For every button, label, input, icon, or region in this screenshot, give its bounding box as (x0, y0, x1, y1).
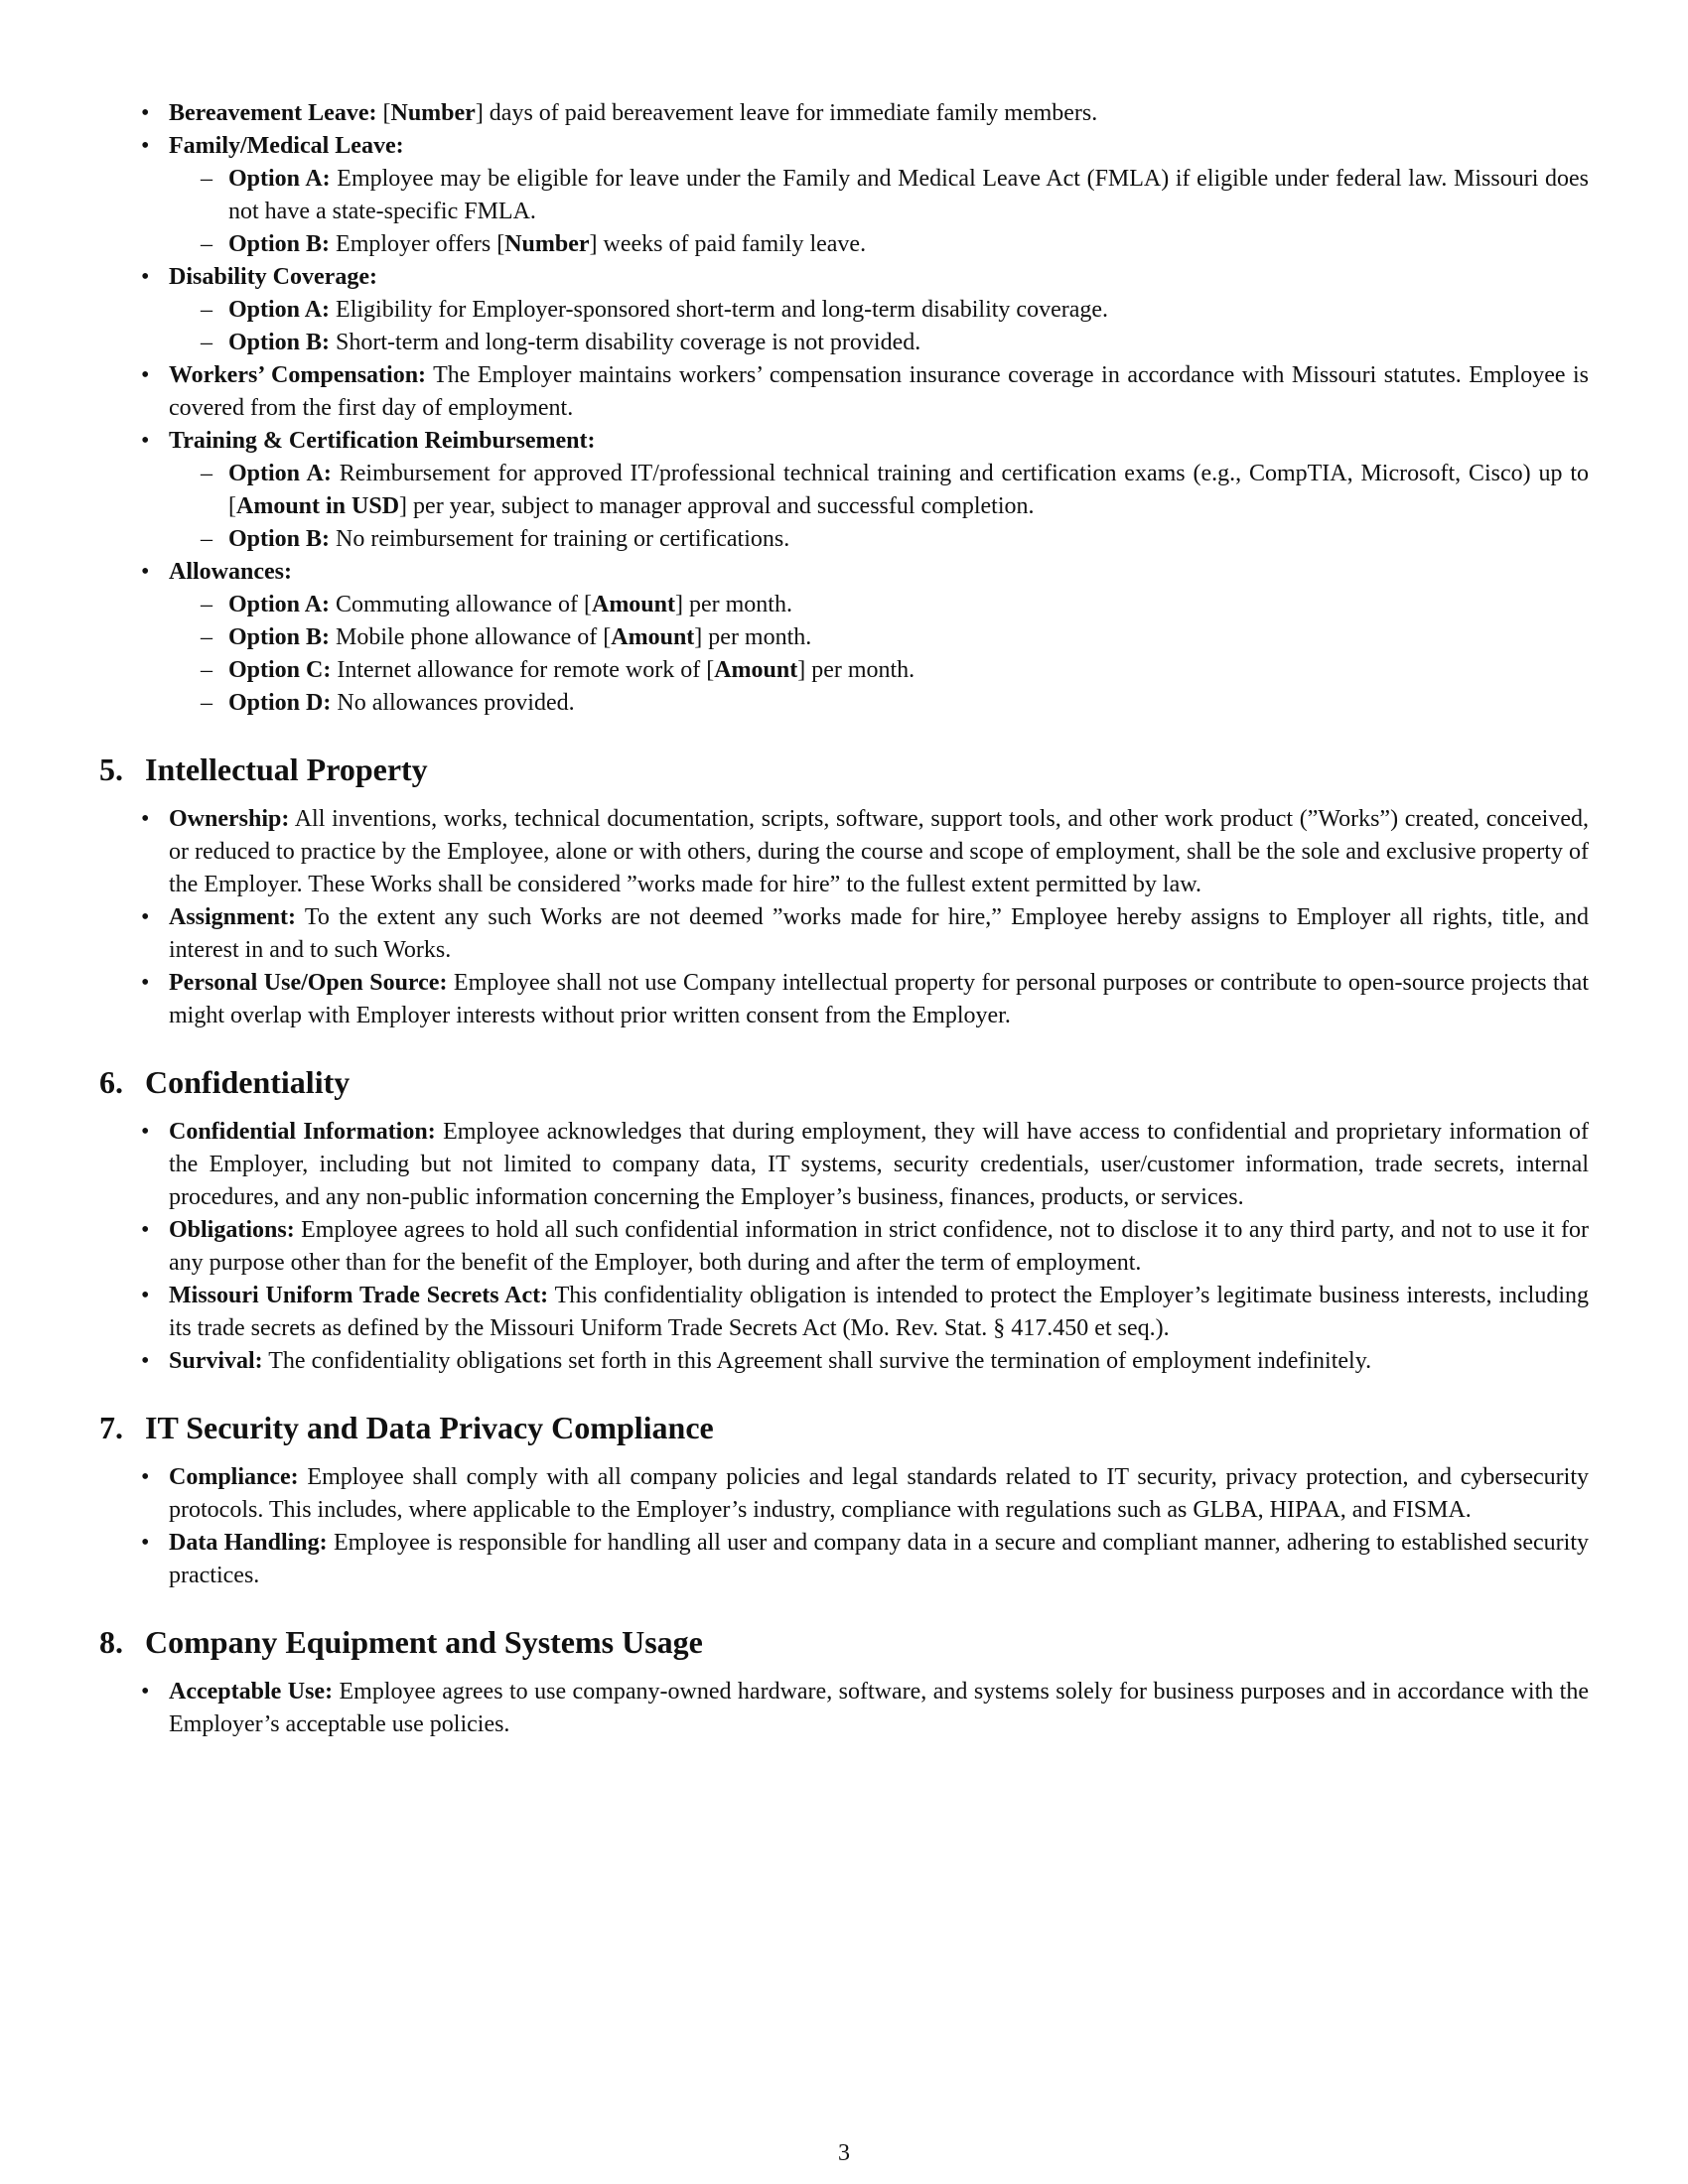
section-title: Confidentiality (145, 1064, 351, 1100)
item-label: Acceptable Use: (169, 1679, 334, 1705)
item-label: Survival: (169, 1348, 263, 1374)
section-heading (99, 1062, 1589, 1102)
option-label: Option B: (228, 330, 331, 355)
item-text-open-bracket: [ (382, 100, 391, 126)
item-label: Workers’ Compensation: (169, 362, 427, 388)
item-label: Compliance: (169, 1464, 299, 1490)
item-text: The confidentiality obligations set forth in this Agreement shall survive the termination of employment indefinitely. (268, 1348, 1372, 1374)
option-item (169, 687, 1589, 720)
item-label: Bereavement Leave: (169, 100, 377, 126)
option-text: Commuting allowance of [ (336, 592, 592, 617)
item-label: Missouri Uniform Trade Secrets Act: (169, 1283, 549, 1308)
list-item (99, 1676, 1589, 1741)
item-text: All inventions, works, technical documentation, scripts, software, support tools, and other work product (”Works”) created, conceived, or reduced to practice by the Employee, alone or with others, during the course and scope of employment, shall be the sole and exclusive property of the Employer. These Works shall be considered ”works made for hire” to the fullest extent permitted by law. (169, 806, 1589, 897)
option-text: Employer offers [ (336, 231, 505, 257)
section-heading (99, 750, 1589, 789)
item-label: Assignment: (169, 904, 297, 930)
option-placeholder: Amount (714, 657, 798, 683)
list-item-bereavement (99, 97, 1589, 130)
item-text: Employee agrees to use company-owned hardware, software, and systems solely for business purposes and in accordance with the Employer’s acceptable use policies. (169, 1679, 1590, 1737)
option-placeholder: Amount in USD (236, 493, 400, 519)
list-item (99, 1461, 1589, 1527)
option-text: Employee may be eligible for leave under the Family and Medical Leave Act (FMLA) if eligible under federal law. Missouri does not have a state-specific FMLA. (228, 166, 1589, 224)
item-label: Family/Medical Leave: (169, 133, 404, 159)
option-item (169, 621, 1589, 654)
sublist (169, 458, 1589, 556)
section-number: 7. (99, 1410, 123, 1445)
option-item (169, 589, 1589, 621)
section-heading (99, 1622, 1589, 1662)
benefits-list (99, 97, 1589, 720)
item-text: Employee is responsible for handling all user and company data in a secure and compliant manner, adhering to established security practices. (169, 1530, 1590, 1588)
item-label: Data Handling: (169, 1530, 328, 1556)
option-item (169, 523, 1589, 556)
option-item (169, 327, 1589, 359)
section-title: Intellectual Property (145, 751, 428, 787)
item-text: ] days of paid bereavement leave for immediate family members. (475, 100, 1098, 126)
list-item (99, 967, 1589, 1032)
item-text: Employee acknowledges that during employment, they will have access to confidential and proprietary information of the Employer, including but not limited to company data, IT systems, security credentials, user/customer information, trade secrets, internal procedures, and any non-public information concerning the Employer’s business, finances, products, or services. (169, 1119, 1590, 1210)
option-label: Option B: (228, 231, 331, 257)
list-item-training-reimbursement (99, 425, 1589, 556)
option-item (169, 458, 1589, 523)
section-title: IT Security and Data Privacy Compliance (145, 1410, 714, 1445)
item-label: Confidential Information: (169, 1119, 436, 1145)
list-item (99, 1527, 1589, 1592)
option-text: ] per month. (797, 657, 915, 683)
option-item (169, 294, 1589, 327)
list-item-allowances (99, 556, 1589, 720)
list-item-disability-coverage (99, 261, 1589, 359)
section-list (99, 803, 1589, 1032)
item-label: Ownership: (169, 806, 290, 832)
section-confidentiality (99, 1062, 1589, 1378)
page-number: 3 (838, 2140, 850, 2166)
section-it-security (99, 1408, 1589, 1592)
section-title: Company Equipment and Systems Usage (145, 1624, 703, 1660)
option-label: Option D: (228, 690, 332, 716)
option-text: Short-term and long-term disability coverage is not provided. (336, 330, 921, 355)
sublist (169, 589, 1589, 720)
option-text: No reimbursement for training or certifications. (336, 526, 790, 552)
sublist (169, 294, 1589, 359)
option-label: Option A: (228, 297, 331, 323)
item-text: This confidentiality obligation is intended to protect the Employer’s legitimate business interests, including its trade secrets as defined by the Missouri Uniform Trade Secrets Act (Mo. Rev. Stat. § 417.450 et seq.). (169, 1283, 1589, 1341)
list-item (99, 901, 1589, 967)
list-item-workers-compensation (99, 359, 1589, 425)
list-item (99, 1214, 1589, 1280)
item-label: Training & Certification Reimbursement: (169, 428, 596, 454)
section-number: 6. (99, 1064, 123, 1100)
option-text: Eligibility for Employer-sponsored short-term and long-term disability coverage. (336, 297, 1109, 323)
item-label: Allowances: (169, 559, 292, 585)
item-label: Personal Use/Open Source: (169, 970, 448, 996)
section-number: 5. (99, 751, 123, 787)
option-text: Internet allowance for remote work of [ (337, 657, 715, 683)
section-heading (99, 1408, 1589, 1447)
list-item (99, 1345, 1589, 1378)
item-text: Employee agrees to hold all such confidential information in strict confidence, not to disclose it to any third party, and not to use it for any purpose other than for the benefit of the Employer, both during and after the term of employment. (169, 1217, 1590, 1276)
option-placeholder: Amount (591, 592, 675, 617)
option-text: ] weeks of paid family leave. (589, 231, 867, 257)
option-label: Option A: (228, 166, 331, 192)
item-text: The Employer maintains workers’ compensation insurance coverage in accordance with Missouri statutes. Employee is covered from the first day of employment. (169, 362, 1589, 421)
item-label: Disability Coverage: (169, 264, 377, 290)
section-intellectual-property (99, 750, 1589, 1032)
section-list (99, 1461, 1589, 1592)
option-text: ] per month. (675, 592, 792, 617)
option-item (169, 163, 1589, 228)
sublist (169, 163, 1589, 261)
item-label: Obligations: (169, 1217, 295, 1243)
option-label: Option B: (228, 526, 331, 552)
list-item (99, 1116, 1589, 1214)
option-label: Option B: (228, 624, 331, 650)
option-text: ] per month. (694, 624, 812, 650)
option-label: Option C: (228, 657, 332, 683)
list-item-family-medical-leave (99, 130, 1589, 261)
option-placeholder: Number (504, 231, 590, 257)
item-text: To the extent any such Works are not deemed ”works made for hire,” Employee hereby assigns to Employer all rights, title, and interest in and to such Works. (169, 904, 1589, 963)
section-list (99, 1116, 1589, 1378)
list-item (99, 803, 1589, 901)
document-page (99, 97, 1589, 1741)
option-item (169, 654, 1589, 687)
section-equipment-usage (99, 1622, 1589, 1741)
option-text: ] per year, subject to manager approval and successful completion. (399, 493, 1035, 519)
item-text: Employee shall comply with all company policies and legal standards related to IT security, privacy protection, and cybersecurity protocols. This includes, where applicable to the Employer’s industry, compliance with regulations such as GLBA, HIPAA, and FISMA. (169, 1464, 1589, 1523)
option-text: Reimbursement for approved IT/professional technical training and certification exams (e.g., CompTIA, Microsoft, Cisco) up to [ (228, 461, 1590, 519)
section-list (99, 1676, 1589, 1741)
option-text: Mobile phone allowance of [ (336, 624, 612, 650)
list-item (99, 1280, 1589, 1345)
option-label: Option A: (228, 592, 331, 617)
item-placeholder: Number (390, 100, 476, 126)
option-text: No allowances provided. (337, 690, 575, 716)
option-item (169, 228, 1589, 261)
section-number: 8. (99, 1624, 123, 1660)
item-text: Employee shall not use Company intellectual property for personal purposes or contribute to open-source projects that might overlap with Employer interests without prior written consent from the Employer. (169, 970, 1590, 1028)
option-placeholder: Amount (611, 624, 695, 650)
option-label: Option A: (228, 461, 332, 486)
